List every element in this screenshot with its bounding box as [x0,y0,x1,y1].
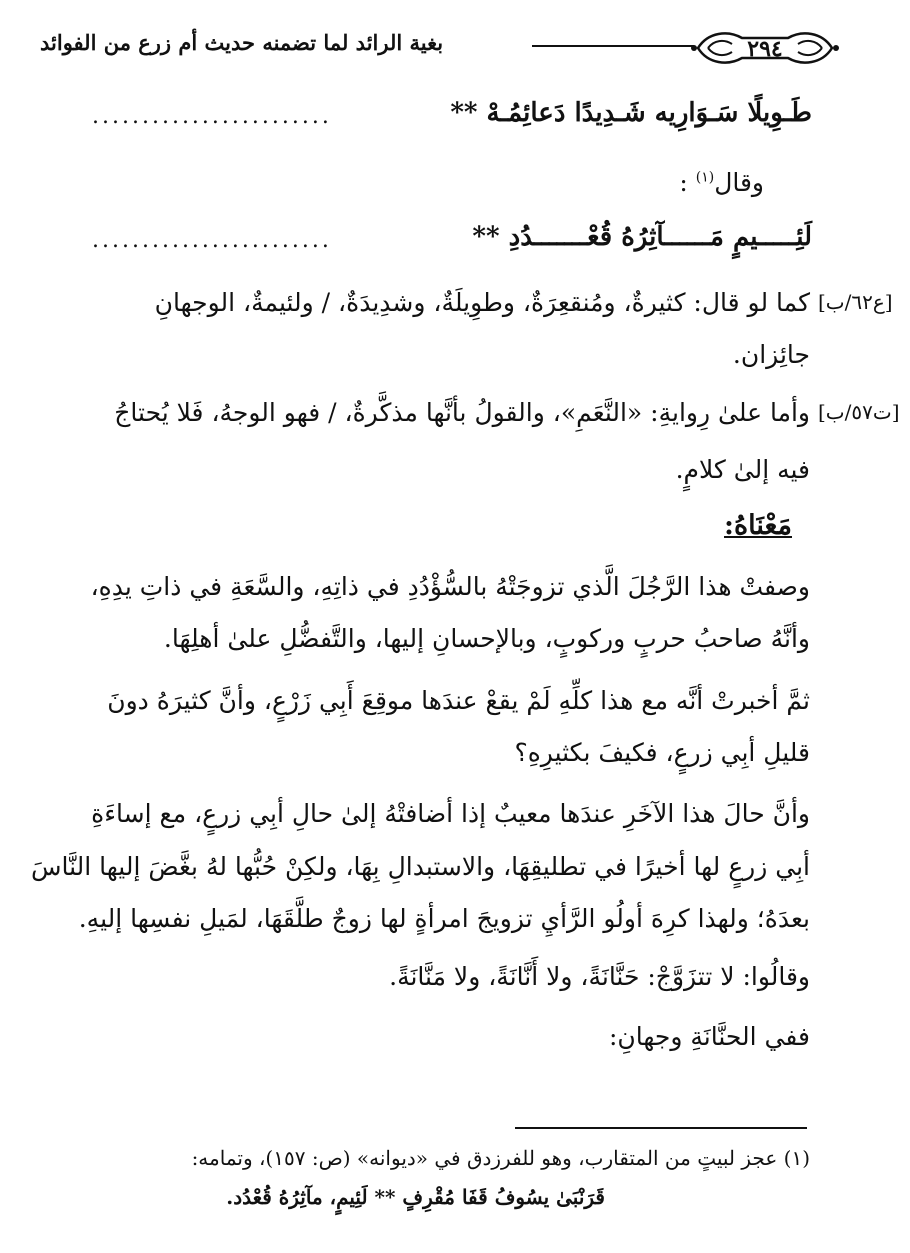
para-1-line-2: جائِزان. [732,340,810,369]
verse-line-1 [92,98,812,142]
manuscript-ref: [ت٥٧/ب] [818,400,900,424]
para-3-line-2: وأنَّهُ صاحبُ حربٍ وركوبٍ، وبالإحسانِ إليها، والتَّفضُّلِ علىٰ أهلِهَا. [163,624,810,653]
verse-dots: ........................ [92,104,332,129]
para-5-line-2: أبِي زرعٍ لها أخيرًا في تطليقِهَا، والاستبدالِ بِهَا، ولكِنْ حُبُّها لهُ بغَّضَ إليها النَّاسَ [30,852,810,881]
para-7: ففي الحنَّانَةِ وجهانِ: [608,1022,810,1051]
para-2-line-1: وأما علىٰ رِوايةِ: «النَّعَمِ»، والقولُ بأنَّها مذكَّرةٌ، / فهو الوجهُ، فَلا يُحتاجُ [114,398,810,427]
page-number: ٢٩٤ [747,36,783,62]
footnote-line-1: (١) عجز لبيتٍ من المتقارب، وهو للفرزدق في «ديوانه» (ص: ١٥٧)، وتمامه: [191,1146,810,1170]
verse-line-2 [92,222,812,266]
para-3-line-1: وصفتْ هذا الرَّجُلَ الَّذي تزوجَتْهُ بالسُّؤْدُدِ في ذاتِهِ، والسَّعَةِ في ذاتِ يدِهِ، [90,572,810,601]
para-4-line-2: قليلِ أبِي زرعٍ، فكيفَ بكثيرِهِ؟ [514,738,810,767]
section-heading: مَعْنَاهُ: [724,510,792,541]
said-word: وقال [714,168,764,197]
para-5-line-3: بعدَهُ؛ ولهذا كرِهَ أولُو الرَّأيِ تزويجَ امرأةٍ لها زوجٌ طلَّقَهَا، لمَيلِ نفسِها إليهِ. [78,904,810,933]
book-title: بغية الرائد لما تضمنه حديث أم زرع من الفوائد [40,30,444,55]
page-header [40,22,830,72]
footnote-line-2: قَرَنْبَىٰ يسُوفُ قَفَا مُقْرِفٍ ** لَئِيمٍ، مآثِرُهُ قُعْدُد. [226,1185,605,1209]
para-1-line-1: كما لو قال: كثيرةٌ، ومُنقعِرَةٌ، وطوِيلَةٌ، وشدِيدَةٌ، / ولئيمةٌ، الوجهانِ [154,288,810,317]
manuscript-ref: [ع٦٢/ب] [818,290,893,314]
header-rule [532,45,694,47]
footnote-rule [515,1127,807,1129]
footnote-marker: (١) [695,169,715,186]
para-5-line-1: وأنَّ حالَ هذا الآخَرِ عندَها معيبٌ إذا أضافتْهُ إلىٰ حالِ أبِي زرعٍ، مع إساءَةِ [91,799,810,828]
said-colon: : [679,168,696,197]
verse-text: طَـوِيلًا سَـوَارِيه شَـدِيدًا دَعائِمُـهْ ** [450,98,812,128]
para-4-line-1: ثمَّ أخبرتْ أنَّه مع هذا كلِّهِ لَمْ يقعْ عندَها موقِعَ أَبِي زَرْعٍ، وأنَّ كثيرَهُ دونَ [107,686,810,715]
verse-text: لَئِـــــيمٍ مَــــــآثِرُهُ قُعْـــــــدُدِ ** [472,222,812,252]
para-2-line-2: فيه إلىٰ كلامٍ. [675,455,810,484]
verse-dots: ........................ [92,228,332,253]
para-6: وقالُوا: لا تتزَوَّجْ: حَنَّانَةً، ولا أَنَّانَةً، ولا مَنَّانَةً. [389,962,810,991]
said-line [679,168,764,197]
page-number-ornament [690,28,840,68]
